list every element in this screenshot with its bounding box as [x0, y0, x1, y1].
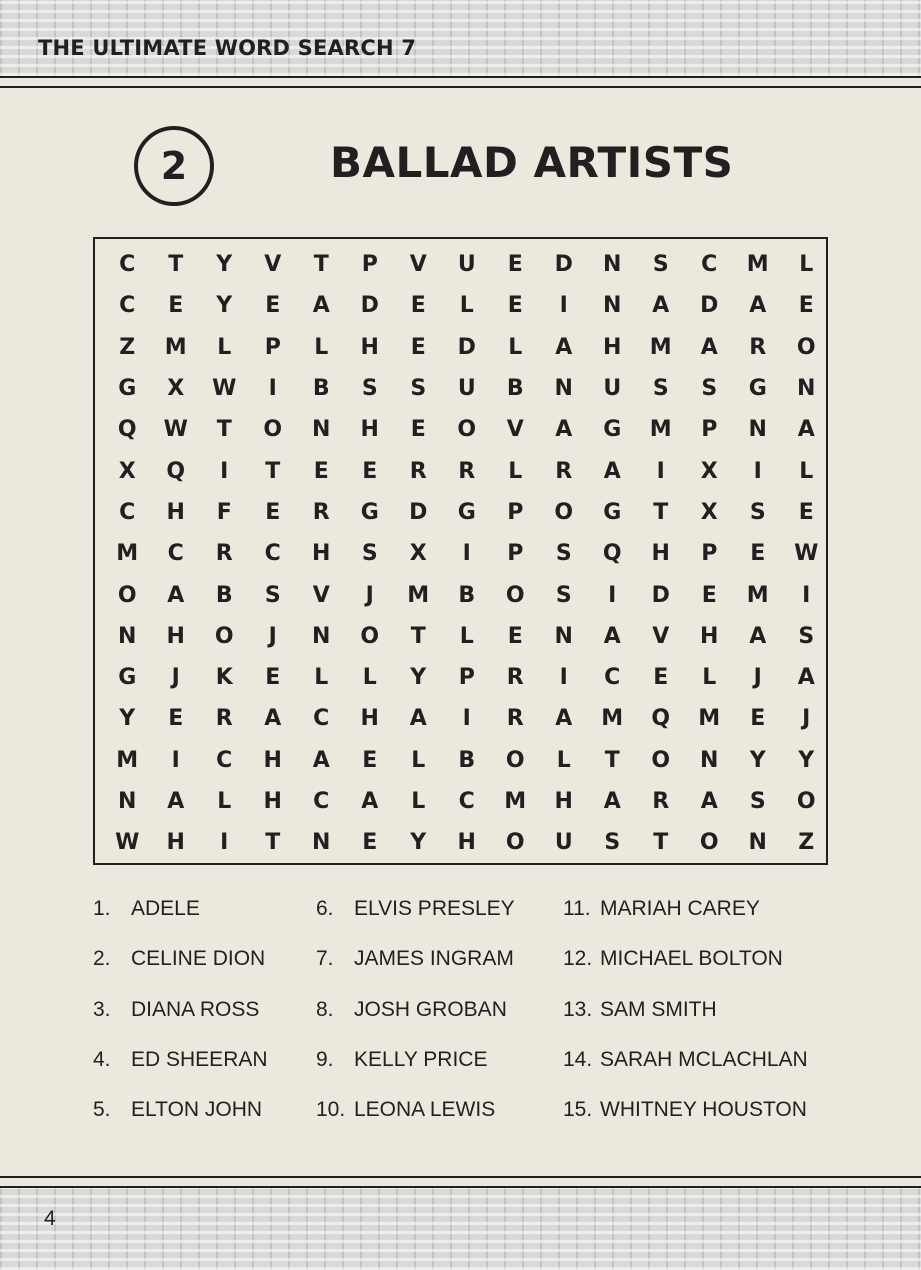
- grid-cell: E: [798, 499, 814, 525]
- grid-cell: T: [216, 417, 232, 443]
- word-text: KELLY PRICE: [354, 1047, 488, 1071]
- grid-cell: A: [603, 458, 621, 484]
- grid-cell: A: [700, 334, 718, 360]
- word-list-item: [316, 1048, 515, 1098]
- grid-cell: Y: [216, 252, 233, 278]
- grid-cell: M: [649, 334, 672, 360]
- word-text: ADELE: [131, 897, 200, 920]
- word-number: 13.: [563, 997, 593, 1021]
- grid-cell: E: [410, 293, 426, 319]
- grid-cell: S: [798, 623, 815, 649]
- grid-cell: N: [603, 252, 622, 278]
- grid-cell: O: [117, 582, 137, 608]
- grid-cell: O: [651, 747, 671, 773]
- grid-cell: O: [457, 417, 477, 443]
- grid-cell: B: [312, 376, 330, 402]
- grid-cell: R: [506, 706, 524, 732]
- grid-cell: M: [601, 706, 624, 732]
- grid-cell: E: [507, 252, 523, 278]
- grid-cell: I: [559, 665, 568, 691]
- grid-cell: D: [700, 293, 719, 319]
- grid-cell: Y: [749, 747, 766, 773]
- word-list-item: [563, 1048, 808, 1098]
- word-number: 15.: [563, 1098, 593, 1122]
- word-text: LEONA LEWIS: [354, 1098, 496, 1122]
- grid-cell: C: [458, 789, 475, 814]
- grid-cell: L: [217, 789, 232, 814]
- grid-cell: V: [652, 623, 670, 649]
- grid-cell: H: [700, 623, 719, 649]
- grid-cell: S: [410, 376, 427, 402]
- grid-cell: H: [360, 706, 379, 732]
- grid-cell: M: [746, 252, 769, 278]
- grid-cell: O: [699, 830, 719, 856]
- grid-cell: H: [603, 334, 622, 360]
- grid-cell: C: [119, 293, 136, 319]
- grid-cell: S: [701, 376, 718, 402]
- grid-cell: U: [457, 252, 476, 278]
- grid-cell: J: [171, 665, 180, 691]
- grid-cell: N: [700, 747, 719, 773]
- grid-cell: A: [603, 789, 621, 814]
- grid-cell: E: [265, 293, 281, 319]
- grid-cell: G: [457, 499, 476, 525]
- grid-cell: N: [312, 830, 331, 856]
- grid-cell: L: [799, 458, 814, 484]
- grid-cell: W: [212, 376, 237, 402]
- grid-cell: M: [746, 582, 769, 608]
- grid-cell: A: [264, 706, 282, 732]
- word-text: WHITNEY HOUSTON: [600, 1098, 807, 1122]
- grid-cell: I: [608, 582, 617, 608]
- grid-cell: W: [115, 830, 140, 856]
- grid-cell: C: [119, 252, 136, 278]
- grid-cell: A: [700, 789, 718, 814]
- puzzle-number: 2: [160, 144, 188, 188]
- grid-cell: L: [411, 747, 426, 773]
- grid-cell: T: [604, 747, 620, 773]
- grid-cell: C: [313, 706, 330, 732]
- grid-cell: B: [458, 582, 476, 608]
- word-text: SAM SMITH: [600, 997, 717, 1021]
- word-text: MARIAH CAREY: [600, 897, 760, 920]
- grid-cell: N: [603, 293, 622, 319]
- grid-cell: M: [504, 789, 527, 814]
- grid-cell: E: [362, 747, 378, 773]
- grid-cell: E: [750, 541, 766, 567]
- grid-cell: X: [700, 499, 718, 525]
- grid-cell: C: [119, 499, 136, 525]
- grid-cell: E: [168, 706, 184, 732]
- grid-cell: N: [554, 376, 573, 402]
- grid-cell: L: [799, 252, 814, 278]
- grid-cell: R: [506, 665, 524, 691]
- word-text: ELTON JOHN: [131, 1098, 263, 1122]
- word-list-item: [563, 998, 808, 1048]
- grid-cell: G: [118, 376, 137, 402]
- word-list-item: [316, 1098, 515, 1148]
- grid-cell: J: [753, 665, 762, 691]
- grid-cell: P: [701, 541, 718, 567]
- grid-cell: S: [749, 789, 766, 814]
- grid-cell: H: [312, 541, 331, 567]
- grid-cell: D: [554, 252, 573, 278]
- grid-cell: H: [360, 417, 379, 443]
- word-list-column-3: [563, 897, 808, 1148]
- grid-cell: M: [649, 417, 672, 443]
- book-title: THE ULTIMATE WORD SEARCH 7: [38, 36, 417, 60]
- grid-cell: Q: [117, 417, 137, 443]
- footer-rule-inner: [0, 1176, 921, 1178]
- grid-cell: Z: [119, 334, 136, 360]
- grid-cell: E: [265, 499, 281, 525]
- grid-cell: D: [409, 499, 428, 525]
- grid-cell: T: [168, 252, 184, 278]
- word-text: MICHAEL BOLTON: [600, 947, 783, 971]
- grid-cell: E: [798, 293, 814, 319]
- word-number: 8.: [316, 997, 334, 1021]
- word-list-item: [93, 1098, 268, 1148]
- grid-cell: H: [457, 830, 476, 856]
- grid-cell: Z: [798, 830, 815, 856]
- word-text: SARAH MCLACHLAN: [600, 1047, 808, 1071]
- grid-cell: A: [749, 293, 767, 319]
- word-list-item: [563, 897, 808, 947]
- grid-cell: A: [603, 623, 621, 649]
- grid-cell: O: [214, 623, 234, 649]
- grid-cell: R: [652, 789, 670, 814]
- grid-cell: I: [656, 458, 665, 484]
- grid-cell: H: [166, 623, 185, 649]
- puzzle-title: BALLAD ARTISTS: [330, 138, 734, 187]
- grid-cell: L: [459, 623, 474, 649]
- grid-cell: E: [410, 417, 426, 443]
- grid-cell: F: [216, 499, 232, 525]
- grid-cell: R: [215, 541, 233, 567]
- grid-cell: A: [409, 706, 427, 732]
- grid-cell: B: [215, 582, 233, 608]
- grid-cell: T: [653, 830, 669, 856]
- header-rule-inner: [0, 86, 921, 88]
- grid-cell: T: [653, 499, 669, 525]
- grid-cell: I: [462, 706, 471, 732]
- grid-cell: A: [749, 623, 767, 649]
- grid-cell: C: [216, 747, 233, 773]
- grid-cell: D: [360, 293, 379, 319]
- grid-cell: I: [171, 747, 180, 773]
- grid-cell: M: [407, 582, 430, 608]
- grid-cell: E: [653, 665, 669, 691]
- word-list-item: [316, 897, 515, 947]
- grid-cell: Y: [119, 706, 136, 732]
- grid-cell: T: [313, 252, 329, 278]
- grid-cell: O: [505, 747, 525, 773]
- grid-cell: N: [312, 623, 331, 649]
- grid-cell: L: [508, 334, 523, 360]
- grid-cell: V: [506, 417, 524, 443]
- grid-cell: J: [268, 623, 277, 649]
- grid-cell: P: [507, 541, 524, 567]
- grid-cell: L: [217, 334, 232, 360]
- grid-cell: V: [264, 252, 282, 278]
- grid-cell: G: [748, 376, 767, 402]
- grid-cell: Y: [798, 747, 815, 773]
- grid-cell: I: [220, 458, 229, 484]
- grid-cell: C: [604, 665, 621, 691]
- grid-cell: M: [116, 541, 139, 567]
- grid-cell: C: [701, 252, 718, 278]
- grid-cell: S: [361, 376, 378, 402]
- grid-cell: P: [264, 334, 281, 360]
- grid-cell: A: [555, 706, 573, 732]
- grid-cell: T: [265, 458, 281, 484]
- grid-cell: L: [508, 458, 523, 484]
- grid-cell: R: [312, 499, 330, 525]
- grid-cell: H: [263, 789, 282, 814]
- grid-cell: E: [507, 623, 523, 649]
- word-list-item: [563, 947, 808, 997]
- word-number: 3.: [93, 997, 111, 1021]
- grid-cell: S: [264, 582, 281, 608]
- grid-cell: X: [409, 541, 427, 567]
- grid-cell: P: [701, 417, 718, 443]
- grid-cell: Q: [166, 458, 186, 484]
- grid-cell: L: [362, 665, 377, 691]
- word-number: 2.: [93, 947, 111, 971]
- grid-cell: A: [797, 665, 815, 691]
- page-number: 4: [44, 1207, 56, 1230]
- grid-cell: I: [559, 293, 568, 319]
- grid-cell: G: [118, 665, 137, 691]
- grid-cell: E: [362, 458, 378, 484]
- grid-cell: S: [749, 499, 766, 525]
- grid-cell: N: [554, 623, 573, 649]
- grid-cell: N: [748, 830, 767, 856]
- grid-cell: Y: [410, 665, 427, 691]
- grid-cell: N: [797, 376, 816, 402]
- header-rule: [0, 76, 921, 78]
- grid-cell: O: [263, 417, 283, 443]
- grid-cell: J: [365, 582, 374, 608]
- grid-cell: G: [360, 499, 379, 525]
- grid-cell: L: [459, 293, 474, 319]
- footer-pattern-band: [0, 1188, 921, 1270]
- grid-cell: P: [361, 252, 378, 278]
- grid-cell: Q: [602, 541, 622, 567]
- word-number: 10.: [316, 1098, 346, 1122]
- grid-cell: N: [312, 417, 331, 443]
- word-text: JAMES INGRAM: [354, 947, 514, 971]
- grid-cell: X: [167, 376, 185, 402]
- grid-cell: A: [361, 789, 379, 814]
- grid-cell: H: [554, 789, 573, 814]
- grid-cell: A: [555, 417, 573, 443]
- grid-cell: N: [118, 623, 137, 649]
- grid-cell: D: [457, 334, 476, 360]
- word-list-item: [563, 1098, 808, 1148]
- word-list: [0, 897, 921, 1157]
- grid-cell: S: [555, 541, 572, 567]
- grid-cell: L: [702, 665, 717, 691]
- grid-cell: E: [313, 458, 329, 484]
- grid-cell: S: [555, 582, 572, 608]
- grid-cell: E: [168, 293, 184, 319]
- grid-cell: S: [604, 830, 621, 856]
- grid-cell: M: [116, 747, 139, 773]
- grid-cell: H: [651, 541, 670, 567]
- grid-cell: U: [603, 376, 622, 402]
- word-list-item: [316, 998, 515, 1048]
- word-number: 1.: [93, 897, 111, 920]
- grid-cell: S: [361, 541, 378, 567]
- word-number: 9.: [316, 1047, 334, 1071]
- grid-cell: I: [220, 830, 229, 856]
- word-list-item: [93, 998, 268, 1048]
- grid-cell: M: [698, 706, 721, 732]
- grid-cell: O: [796, 789, 816, 814]
- grid-cell: C: [167, 541, 184, 567]
- word-text: JOSH GROBAN: [354, 997, 507, 1021]
- grid-cell: X: [700, 458, 718, 484]
- word-list-item: [93, 947, 268, 997]
- grid-cell: H: [360, 334, 379, 360]
- word-text: ED SHEERAN: [131, 1047, 268, 1071]
- word-number: 4.: [93, 1047, 111, 1071]
- grid-cell: C: [313, 789, 330, 814]
- word-number: 7.: [316, 947, 334, 971]
- puzzle-number-badge: [134, 126, 214, 206]
- grid-cell: E: [750, 706, 766, 732]
- grid-cell: C: [264, 541, 281, 567]
- grid-cell: A: [797, 417, 815, 443]
- grid-cell: X: [118, 458, 136, 484]
- word-number: 12.: [563, 947, 593, 971]
- grid-cell: U: [554, 830, 573, 856]
- grid-cell: R: [458, 458, 476, 484]
- grid-cell: E: [265, 665, 281, 691]
- grid-cell: Y: [216, 293, 233, 319]
- word-number: 14.: [563, 1047, 593, 1071]
- word-number: 11.: [563, 897, 591, 920]
- grid-cell: A: [312, 293, 330, 319]
- word-list-item: [316, 947, 515, 997]
- grid-cell: H: [263, 747, 282, 773]
- grid-cell: B: [458, 747, 476, 773]
- grid-cell: R: [409, 458, 427, 484]
- grid-cell: E: [507, 293, 523, 319]
- grid-cell: O: [796, 334, 816, 360]
- grid-cell: I: [802, 582, 811, 608]
- grid-cell: L: [314, 334, 329, 360]
- grid-cell: R: [749, 334, 767, 360]
- grid-cell: A: [167, 789, 185, 814]
- word-list-column-1: [93, 897, 268, 1148]
- grid-cell: Y: [410, 830, 427, 856]
- grid-cell: V: [409, 252, 427, 278]
- word-text: ELVIS PRESLEY: [354, 897, 515, 920]
- grid-cell: A: [555, 334, 573, 360]
- grid-cell: T: [410, 623, 426, 649]
- grid-cell: V: [312, 582, 330, 608]
- grid-cell: O: [505, 582, 525, 608]
- word-number: 5.: [93, 1098, 111, 1122]
- grid-cell: R: [555, 458, 573, 484]
- grid-cell: Q: [651, 706, 671, 732]
- grid-cell: W: [794, 541, 819, 567]
- grid-cell: J: [802, 706, 811, 732]
- word-text: CELINE DION: [131, 947, 266, 971]
- grid-cell: G: [603, 417, 622, 443]
- grid-cell: B: [506, 376, 524, 402]
- grid-cell: W: [163, 417, 188, 443]
- grid-cell: A: [312, 747, 330, 773]
- word-list-item: [93, 897, 268, 947]
- grid-cell: H: [166, 499, 185, 525]
- grid-cell: O: [505, 830, 525, 856]
- grid-cell: L: [314, 665, 329, 691]
- grid-cell: P: [458, 665, 475, 691]
- grid-cell: I: [462, 541, 471, 567]
- grid-cell: P: [507, 499, 524, 525]
- grid-cell: O: [360, 623, 380, 649]
- grid-cell: E: [410, 334, 426, 360]
- grid-cell: L: [556, 747, 571, 773]
- letter-grid: [93, 237, 828, 865]
- word-text: DIANA ROSS: [131, 997, 260, 1021]
- grid-cell: I: [753, 458, 762, 484]
- grid-cell: K: [215, 665, 233, 691]
- grid-cell: A: [167, 582, 185, 608]
- grid-cell: E: [701, 582, 717, 608]
- word-list-item: [93, 1048, 268, 1098]
- grid-cell: I: [268, 376, 277, 402]
- grid-cell: N: [118, 789, 137, 814]
- grid-cell: H: [166, 830, 185, 856]
- word-list-column-2: [316, 897, 515, 1148]
- grid-cell: S: [652, 376, 669, 402]
- grid-cell: E: [362, 830, 378, 856]
- grid-cell: D: [651, 582, 670, 608]
- grid-cell: A: [652, 293, 670, 319]
- grid-cell: R: [215, 706, 233, 732]
- grid-cell: M: [164, 334, 187, 360]
- grid-cell: U: [457, 376, 476, 402]
- grid-cell: O: [554, 499, 574, 525]
- grid-cell: S: [652, 252, 669, 278]
- grid-cell: L: [411, 789, 426, 814]
- word-number: 6.: [316, 897, 334, 920]
- grid-cell: T: [265, 830, 281, 856]
- grid-cell: N: [748, 417, 767, 443]
- grid-cell: G: [603, 499, 622, 525]
